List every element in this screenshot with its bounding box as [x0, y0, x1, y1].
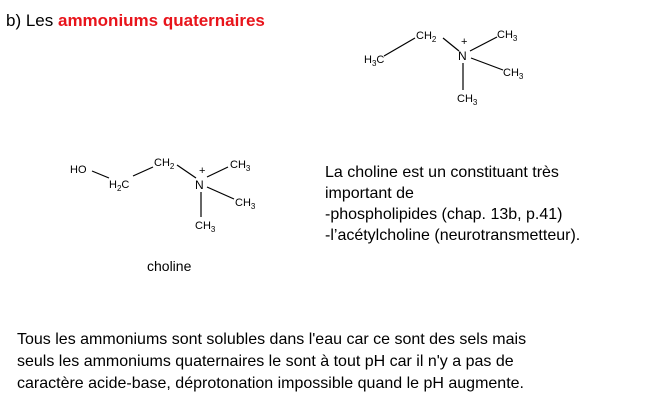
hydroxyl-label: HO [70, 164, 87, 176]
bond-ch2-n [177, 165, 196, 178]
solubility-paragraph [17, 329, 647, 395]
methylene-label: $CH_2$ [416, 30, 437, 44]
paragraph-line: caractère acide-base, déprotonation impossible quand le pH augmente. [17, 375, 524, 392]
choline-caption: choline [147, 258, 192, 274]
bond-h3c-ch2 [384, 38, 415, 56]
methylene-lower-label: $H_2C$ [109, 179, 130, 193]
methyl-bottom-label: $CH_3$ [457, 93, 478, 107]
description-line: -l’acétylcholine (neurotransmetteur). [325, 227, 581, 244]
positive-charge: + [461, 36, 468, 48]
methyl-right-label: $CH_3$ [503, 67, 524, 81]
paragraph-line: seuls les ammoniums quaternaires le sont à tout pH car il n'y a pas de [17, 353, 514, 370]
paragraph-line: Tous les ammoniums sont solubles dans l'eau car ce sont des sels mais [17, 331, 527, 348]
section-highlight: ammoniums quaternaires [57, 11, 265, 30]
methyl-upper-right-label: $CH_3$ [497, 29, 518, 43]
section-prefix: b) Les [6, 11, 58, 30]
nitrogen-label: N [458, 49, 467, 63]
description-line: important de [325, 185, 414, 202]
description-line: -phospholipides (chap. 13b, p.41) [325, 206, 563, 223]
methylene-upper-label: $CH_2$ [154, 157, 175, 171]
bond-n-ch3-upper [470, 37, 497, 51]
methyl-upper-right-label: $CH_3$ [230, 159, 251, 173]
section-heading [6, 11, 265, 31]
bond-h2c-ch2 [133, 167, 153, 176]
tetramethylammonium-structure [345, 18, 545, 113]
bond-ch2-n [443, 38, 459, 51]
choline-structure [68, 152, 268, 242]
bond-n-ch3-right [207, 187, 234, 199]
bond-n-ch3-upper [207, 167, 228, 177]
methyl-right-label: $CH_3$ [235, 197, 256, 211]
bond-n-ch3-right [471, 58, 503, 70]
positive-charge: + [199, 165, 206, 177]
choline-description [325, 162, 645, 246]
nitrogen-label: N [195, 178, 204, 192]
description-line: La choline est un constituant très [325, 164, 559, 181]
methyl-bottom-label: $CH_3$ [195, 220, 216, 234]
bond-ho-h2c [92, 171, 109, 178]
methyl-left-label: $H_3C$ [364, 54, 385, 68]
